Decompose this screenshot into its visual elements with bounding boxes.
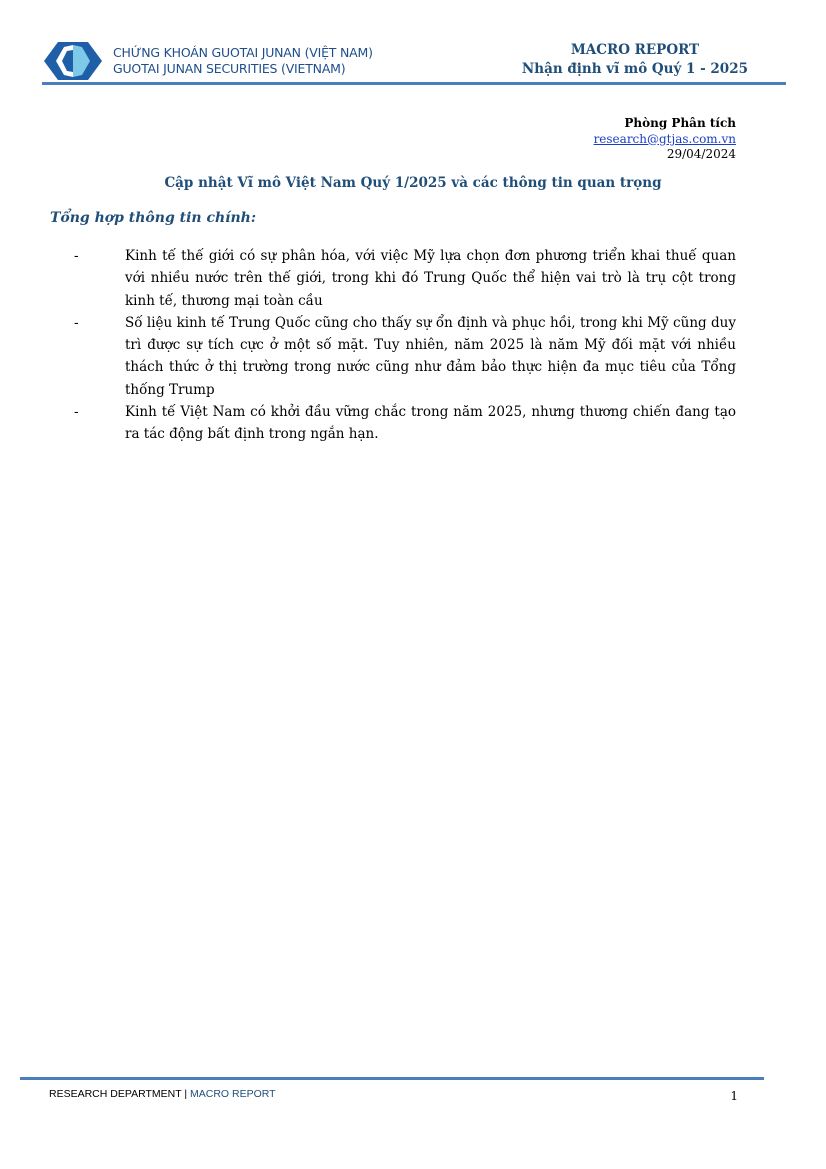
bullet-text: Kinh tế Việt Nam có khởi đầu vững chắc trong năm 2025, nhưng thương chiến đang tạo ra tác động bất định trong ngắn hạn.	[125, 404, 736, 443]
footer-divider	[20, 1077, 764, 1080]
section-heading: Tổng hợp thông tin chính:	[50, 210, 256, 226]
report-date: 29/04/2024	[666, 147, 736, 161]
bullet-marker: -	[74, 248, 79, 264]
footer-dept: RESEARCH DEPARTMENT |	[49, 1088, 188, 1100]
bullet-text: Kinh tế thế giới có sự phân hóa, với việc Mỹ lựa chọn đơn phương triển khai thuế quan với nhiều nước trên thế giới, trong khi đó Trung Quốc thể hiện vai trò là trụ cột trong kinh tế, thương mại toàn cầu	[125, 248, 736, 309]
list-item	[74, 401, 736, 446]
bullet-marker: -	[74, 404, 79, 421]
company-name-en: GUOTAI JUNAN SECURITIES (VIETNAM)	[113, 61, 346, 76]
report-header	[522, 41, 748, 79]
page-number: 1	[730, 1089, 738, 1103]
email-link[interactable]: research@gtjas.com.vn	[593, 131, 736, 146]
document-title: Cập nhật Vĩ mô Việt Nam Quý 1/2025 và các thông tin quan trọng	[164, 175, 662, 191]
gtja-logo-icon	[44, 42, 102, 80]
report-subtitle: Nhận định vĩ mô Quý 1 - 2025	[521, 61, 748, 77]
bullet-marker: -	[74, 314, 79, 331]
report-type: MACRO REPORT	[570, 42, 700, 58]
footer-report: MACRO REPORT	[190, 1088, 276, 1100]
bullet-list	[74, 245, 736, 446]
company-name	[113, 45, 373, 77]
header-divider	[42, 82, 786, 85]
company-name-vn: CHỨNG KHOÁN GUOTAI JUNAN (VIỆT NAM)	[113, 45, 373, 60]
list-item	[74, 312, 736, 401]
list-item	[74, 245, 736, 312]
department: Phòng Phân tích	[624, 116, 736, 130]
report-meta	[594, 116, 736, 163]
footer	[49, 1088, 276, 1100]
bullet-text: Số liệu kinh tế Trung Quốc cũng cho thấy sự ổn định và phục hồi, trong khi Mỹ cũng duy trì được sự tích cực ở một số mặt. Tuy nhiên, năm 2025 là năm Mỹ đối mặt với nhiều thách thức ở thị trường trong nước cũng như đảm bảo thực hiện đa mục tiêu của Tổng thống Trump	[125, 314, 736, 398]
